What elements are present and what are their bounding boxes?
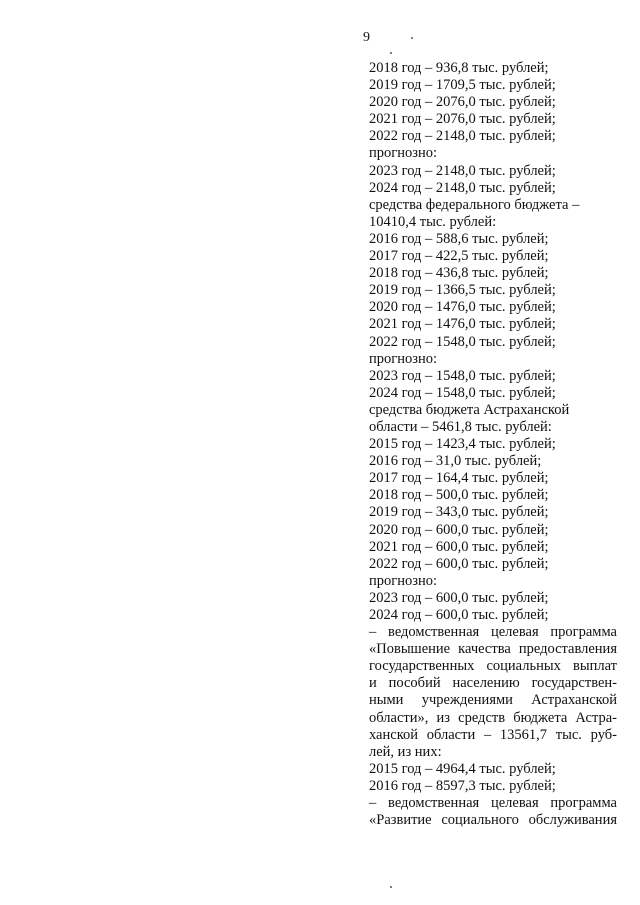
text-line: 2023 год – 2148,0 тыс. рублей;: [369, 162, 556, 179]
program-1-line: области», из средств бюджета Астра-: [369, 709, 617, 726]
program-1-line: ными учреждениями Астраханской: [369, 692, 617, 709]
text-line: 2020 год – 1476,0 тыс. рублей;: [369, 299, 556, 316]
program-2-line: «Развитие социального обслуживания: [369, 812, 617, 829]
text-line: 2024 год – 1548,0 тыс. рублей;: [369, 384, 556, 401]
scan-speck: [411, 37, 413, 39]
text-line: 2017 год – 422,5 тыс. рублей;: [369, 248, 549, 265]
text-line: прогнозно:: [369, 572, 437, 589]
text-line: 2016 год – 588,6 тыс. рублей;: [369, 230, 549, 247]
text-line: 10410,4 тыс. рублей:: [369, 213, 497, 230]
program-1-line: государственных социальных выплат: [369, 658, 617, 675]
text-line: 2024 год – 2148,0 тыс. рублей;: [369, 179, 556, 196]
program-1-line: и пособий населению государствен-: [369, 675, 617, 692]
program-1-line: ханской области – 13561,7 тыс. руб-: [369, 726, 617, 743]
text-line: 2019 год – 1709,5 тыс. рублей;: [369, 77, 556, 94]
scan-speck: [390, 52, 392, 54]
text-line: 2021 год – 600,0 тыс. рублей;: [369, 538, 549, 555]
text-line: 2020 год – 2076,0 тыс. рублей;: [369, 94, 556, 111]
program-1-line: лей, из них:: [369, 743, 442, 760]
program-1-year-line: 2016 год – 8597,3 тыс. рублей;: [369, 777, 556, 794]
scan-speck: [390, 886, 392, 888]
text-line: 2018 год – 500,0 тыс. рублей;: [369, 487, 549, 504]
text-line: 2019 год – 1366,5 тыс. рублей;: [369, 282, 556, 299]
text-line: прогнозно:: [369, 145, 437, 162]
text-line: средства бюджета Астраханской: [369, 401, 570, 418]
text-line: 2016 год – 31,0 тыс. рублей;: [369, 453, 542, 470]
document-text-column: [369, 60, 617, 829]
text-line: 2023 год – 600,0 тыс. рублей;: [369, 589, 549, 606]
text-line: 2022 год – 2148,0 тыс. рублей;: [369, 128, 556, 145]
text-line: 2019 год – 343,0 тыс. рублей;: [369, 504, 549, 521]
text-line: 2022 год – 600,0 тыс. рублей;: [369, 555, 549, 572]
program-2-line: – ведомственная целевая программа: [369, 795, 617, 812]
text-line: 2018 год – 936,8 тыс. рублей;: [369, 60, 549, 76]
text-line: средства федерального бюджета –: [369, 196, 580, 213]
text-line: 2021 год – 1476,0 тыс. рублей;: [369, 316, 556, 333]
text-line: 2018 год – 436,8 тыс. рублей;: [369, 265, 549, 282]
text-line: 2021 год – 2076,0 тыс. рублей;: [369, 111, 556, 128]
text-line: 2022 год – 1548,0 тыс. рублей;: [369, 333, 556, 350]
text-line: 2015 год – 1423,4 тыс. рублей;: [369, 436, 556, 453]
program-1-line: – ведомственная целевая программа: [369, 624, 617, 641]
text-line: 2023 год – 1548,0 тыс. рублей;: [369, 367, 556, 384]
text-line: прогнозно:: [369, 350, 437, 367]
text-line: области – 5461,8 тыс. рублей:: [369, 418, 552, 435]
text-line: 2020 год – 600,0 тыс. рублей;: [369, 521, 549, 538]
text-line: 2024 год – 600,0 тыс. рублей;: [369, 607, 549, 623]
text-line: 2017 год – 164,4 тыс. рублей;: [369, 470, 549, 487]
program-1-year-line: 2015 год – 4964,4 тыс. рублей;: [369, 760, 556, 777]
page-number: 9: [363, 30, 370, 45]
program-1-line: «Повышение качества предоставления: [369, 641, 617, 658]
